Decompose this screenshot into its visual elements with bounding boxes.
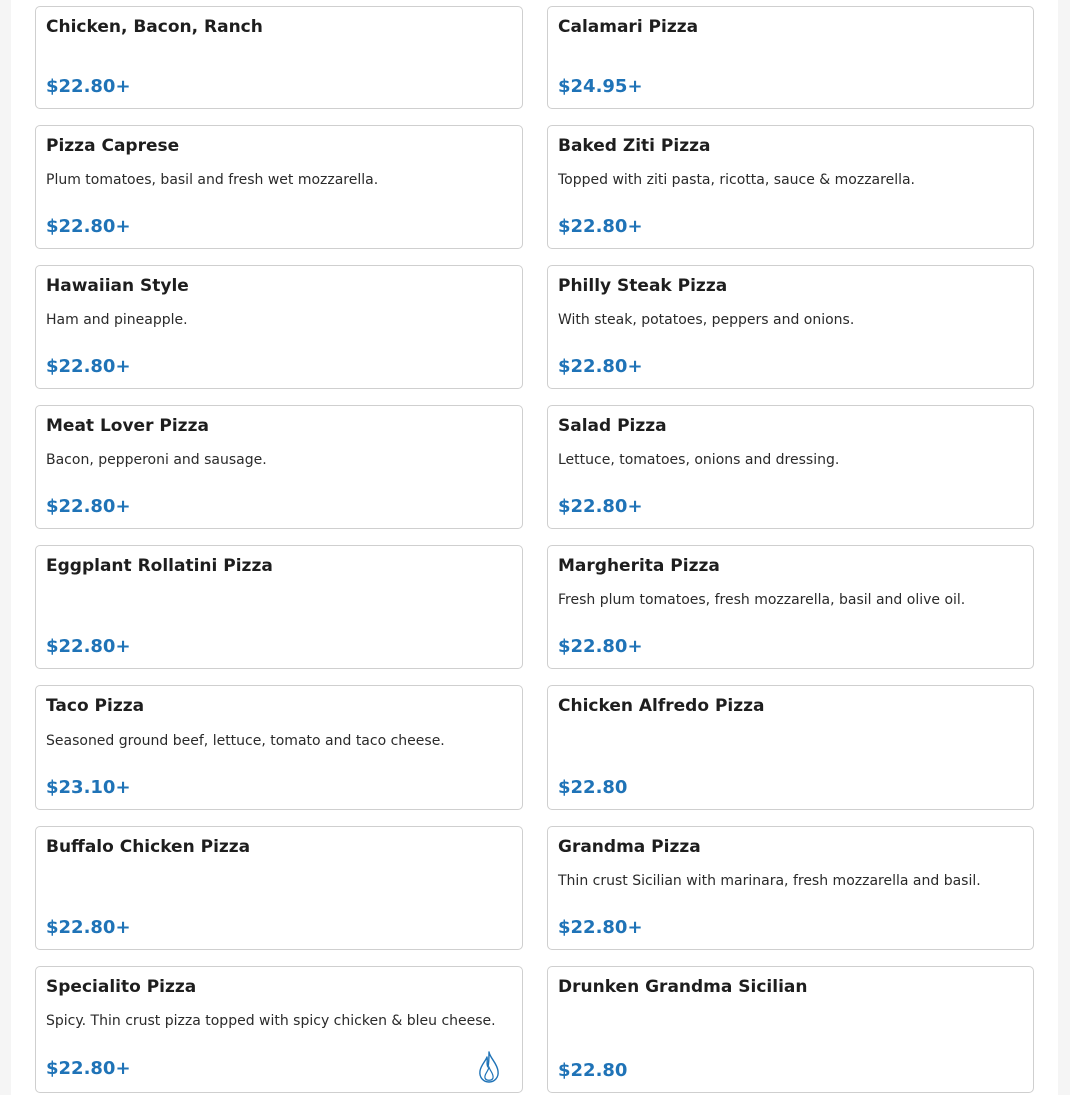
menu-item-price: $22.80+ bbox=[558, 917, 643, 938]
menu-item-taco-pizza[interactable] bbox=[35, 685, 523, 810]
menu-item-price: $22.80+ bbox=[46, 917, 131, 938]
menu-item-price: $22.80+ bbox=[46, 636, 131, 657]
menu-item-title: Pizza Caprese bbox=[46, 136, 180, 156]
menu-item-price: $22.80 bbox=[558, 777, 628, 798]
menu-item-price: $24.95+ bbox=[558, 76, 643, 97]
menu-item-title: Calamari Pizza bbox=[558, 17, 699, 37]
menu-item-drunken-grandma-sicilian[interactable] bbox=[547, 966, 1034, 1093]
menu-item-hawaiian-style[interactable] bbox=[35, 265, 523, 389]
menu-item-price: $22.80+ bbox=[46, 216, 131, 237]
menu-item-price: $22.80+ bbox=[46, 76, 131, 97]
menu-item-price: $23.10+ bbox=[46, 777, 131, 798]
menu-item-title: Chicken, Bacon, Ranch bbox=[46, 17, 263, 37]
menu-item-description: Lettuce, tomatoes, onions and dressing. bbox=[558, 452, 840, 468]
menu-item-title: Meat Lover Pizza bbox=[46, 416, 209, 436]
menu-item-price: $22.80+ bbox=[46, 496, 131, 517]
menu-item-price: $22.80+ bbox=[558, 636, 643, 657]
menu-item-salad-pizza[interactable] bbox=[547, 405, 1034, 529]
menu-item-title: Specialito Pizza bbox=[46, 977, 197, 997]
menu-item-price: $22.80+ bbox=[46, 356, 131, 377]
menu-item-title: Margherita Pizza bbox=[558, 556, 720, 576]
menu-item-title: Eggplant Rollatini Pizza bbox=[46, 556, 273, 576]
menu-item-description: Ham and pineapple. bbox=[46, 312, 188, 328]
menu-item-calamari-pizza[interactable] bbox=[547, 6, 1034, 109]
menu-item-specialito-pizza[interactable] bbox=[35, 966, 523, 1093]
menu-item-price: $22.80+ bbox=[558, 216, 643, 237]
menu-item-title: Philly Steak Pizza bbox=[558, 276, 728, 296]
menu-item-title: Grandma Pizza bbox=[558, 837, 701, 857]
menu-item-buffalo-chicken-pizza[interactable] bbox=[35, 826, 523, 950]
menu-item-title: Chicken Alfredo Pizza bbox=[558, 696, 765, 716]
menu-item-description: Seasoned ground beef, lettuce, tomato and taco cheese. bbox=[46, 733, 445, 749]
menu-item-price: $22.80+ bbox=[558, 356, 643, 377]
menu-item-baked-ziti-pizza[interactable] bbox=[547, 125, 1034, 249]
menu-page bbox=[11, 0, 1058, 1095]
menu-item-margherita-pizza[interactable] bbox=[547, 545, 1034, 669]
menu-item-price: $22.80+ bbox=[46, 1058, 131, 1079]
menu-item-title: Baked Ziti Pizza bbox=[558, 136, 711, 156]
menu-item-title: Hawaiian Style bbox=[46, 276, 189, 296]
menu-item-pizza-caprese[interactable] bbox=[35, 125, 523, 249]
menu-item-description: Spicy. Thin crust pizza topped with spicy chicken & bleu cheese. bbox=[46, 1013, 496, 1029]
menu-item-price: $22.80+ bbox=[558, 496, 643, 517]
menu-item-grandma-pizza[interactable] bbox=[547, 826, 1034, 950]
menu-item-chicken-bacon-ranch[interactable] bbox=[35, 6, 523, 109]
menu-item-title: Drunken Grandma Sicilian bbox=[558, 977, 808, 997]
menu-item-philly-steak-pizza[interactable] bbox=[547, 265, 1034, 389]
menu-item-title: Buffalo Chicken Pizza bbox=[46, 837, 251, 857]
menu-item-meat-lover-pizza[interactable] bbox=[35, 405, 523, 529]
menu-item-title: Taco Pizza bbox=[46, 696, 145, 716]
spicy-flame-icon bbox=[476, 1051, 502, 1083]
menu-item-description: Fresh plum tomatoes, fresh mozzarella, basil and olive oil. bbox=[558, 592, 966, 608]
menu-item-title: Salad Pizza bbox=[558, 416, 667, 436]
menu-item-description: With steak, potatoes, peppers and onions. bbox=[558, 312, 855, 328]
menu-item-description: Thin crust Sicilian with marinara, fresh mozzarella and basil. bbox=[558, 873, 981, 889]
menu-item-description: Topped with ziti pasta, ricotta, sauce & mozzarella. bbox=[558, 172, 915, 188]
menu-item-description: Plum tomatoes, basil and fresh wet mozzarella. bbox=[46, 172, 379, 188]
menu-item-eggplant-rollatini-pizza[interactable] bbox=[35, 545, 523, 669]
menu-item-description: Bacon, pepperoni and sausage. bbox=[46, 452, 267, 468]
menu-item-price: $22.80 bbox=[558, 1060, 628, 1081]
menu-item-chicken-alfredo-pizza[interactable] bbox=[547, 685, 1034, 810]
